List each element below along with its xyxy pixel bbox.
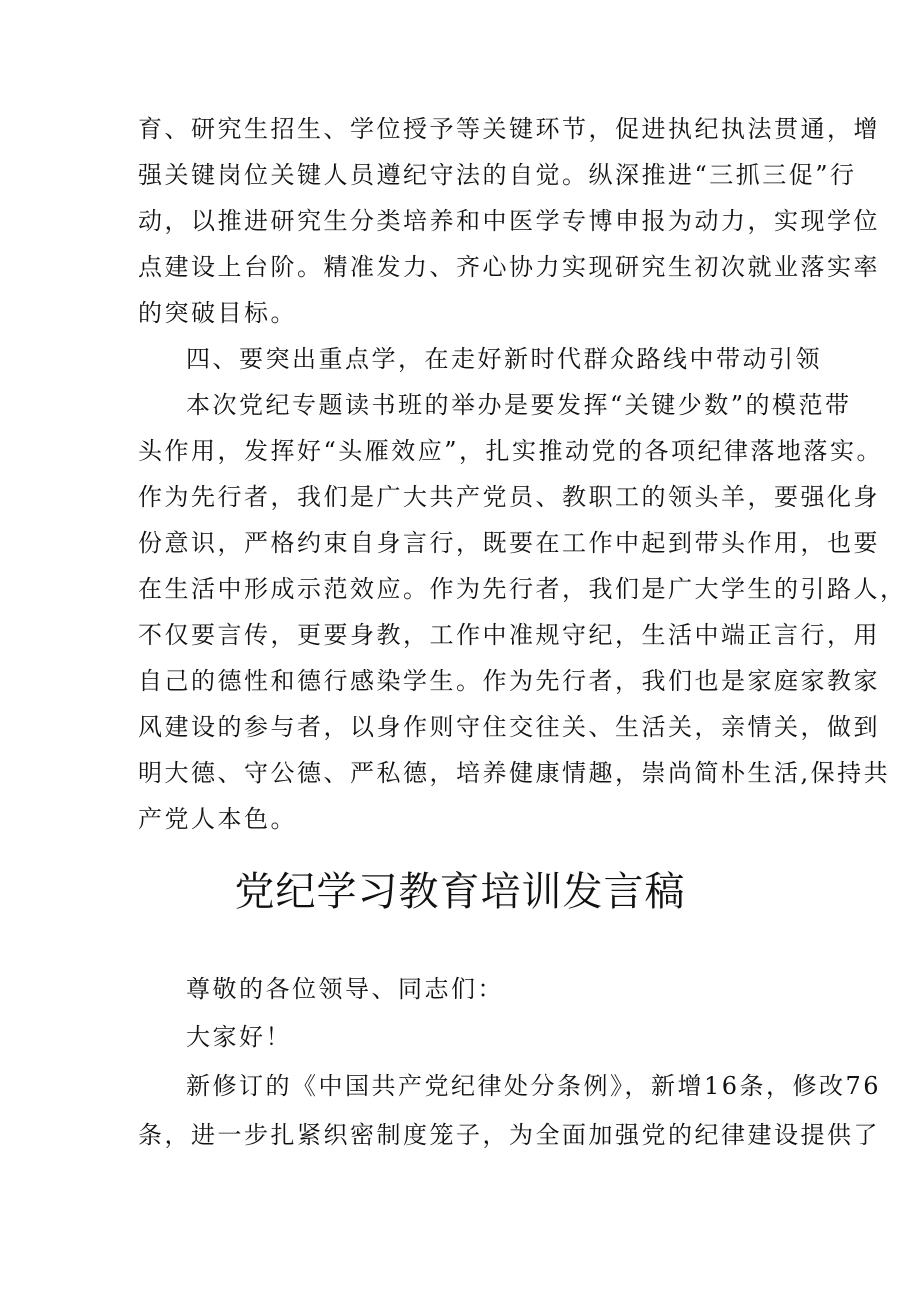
text-line: 新修订的《中国共产党纪律处分条例》，新增16条，修改76 bbox=[186, 1072, 882, 1100]
text-line: 风建设的参与者，以身作则守住交往关、生活关，亲情关，做到 bbox=[138, 713, 880, 741]
text-line: 作为先行者，我们是广大共产党员、教职工的领头羊，要强化身 bbox=[138, 483, 880, 511]
text-line: 育、研究生招生、学位授予等关键环节，促进执纪执法贯通，增 bbox=[138, 115, 880, 143]
text-line: 明大德、守公德、严私德，培养健康情趣，崇尚简朴生活,保持共 bbox=[138, 759, 891, 787]
text-line: 在生活中形成示范效应。作为先行者，我们是广大学生的引路人， bbox=[138, 575, 907, 603]
text-line: 动，以推进研究生分类培养和中医学专博申报为动力，实现学位 bbox=[138, 207, 880, 235]
text-line: 自己的德性和德行感染学生。作为先行者，我们也是家庭家教家 bbox=[138, 667, 880, 695]
text-line: 份意识，严格约束自身言行，既要在工作中起到带头作用，也要 bbox=[138, 529, 880, 557]
text-line: 不仅要言传，更要身教，工作中准规守纪，生活中端正言行，用 bbox=[138, 621, 880, 649]
text-line: 强关键岗位关键人员遵纪守法的自觉。纵深推进“三抓三促”行 bbox=[138, 161, 857, 189]
text-line: 点建设上台阶。精准发力、齐心协力实现研究生初次就业落实率 bbox=[138, 253, 880, 281]
text-line: 产党人本色。 bbox=[138, 805, 297, 833]
document-title: 党纪学习教育培训发言稿 bbox=[234, 869, 686, 915]
greeting: 大家好！ bbox=[186, 1023, 292, 1051]
text-line: 头作用，发挥好“头雁效应”，扎实推动党的各项纪律落地落实。 bbox=[138, 437, 884, 465]
section-heading: 四、要突出重点学，在走好新时代群众路线中带动引领 bbox=[186, 345, 822, 373]
salutation: 尊敬的各位领导、同志们： bbox=[186, 975, 504, 1003]
text-line: 的突破目标。 bbox=[138, 299, 297, 327]
text-line: 条，进一步扎紧织密制度笼子，为全面加强党的纪律建设提供了 bbox=[138, 1121, 880, 1149]
text-line: 本次党纪专题读书班的举办是要发挥“关键少数”的模范带 bbox=[186, 391, 852, 419]
